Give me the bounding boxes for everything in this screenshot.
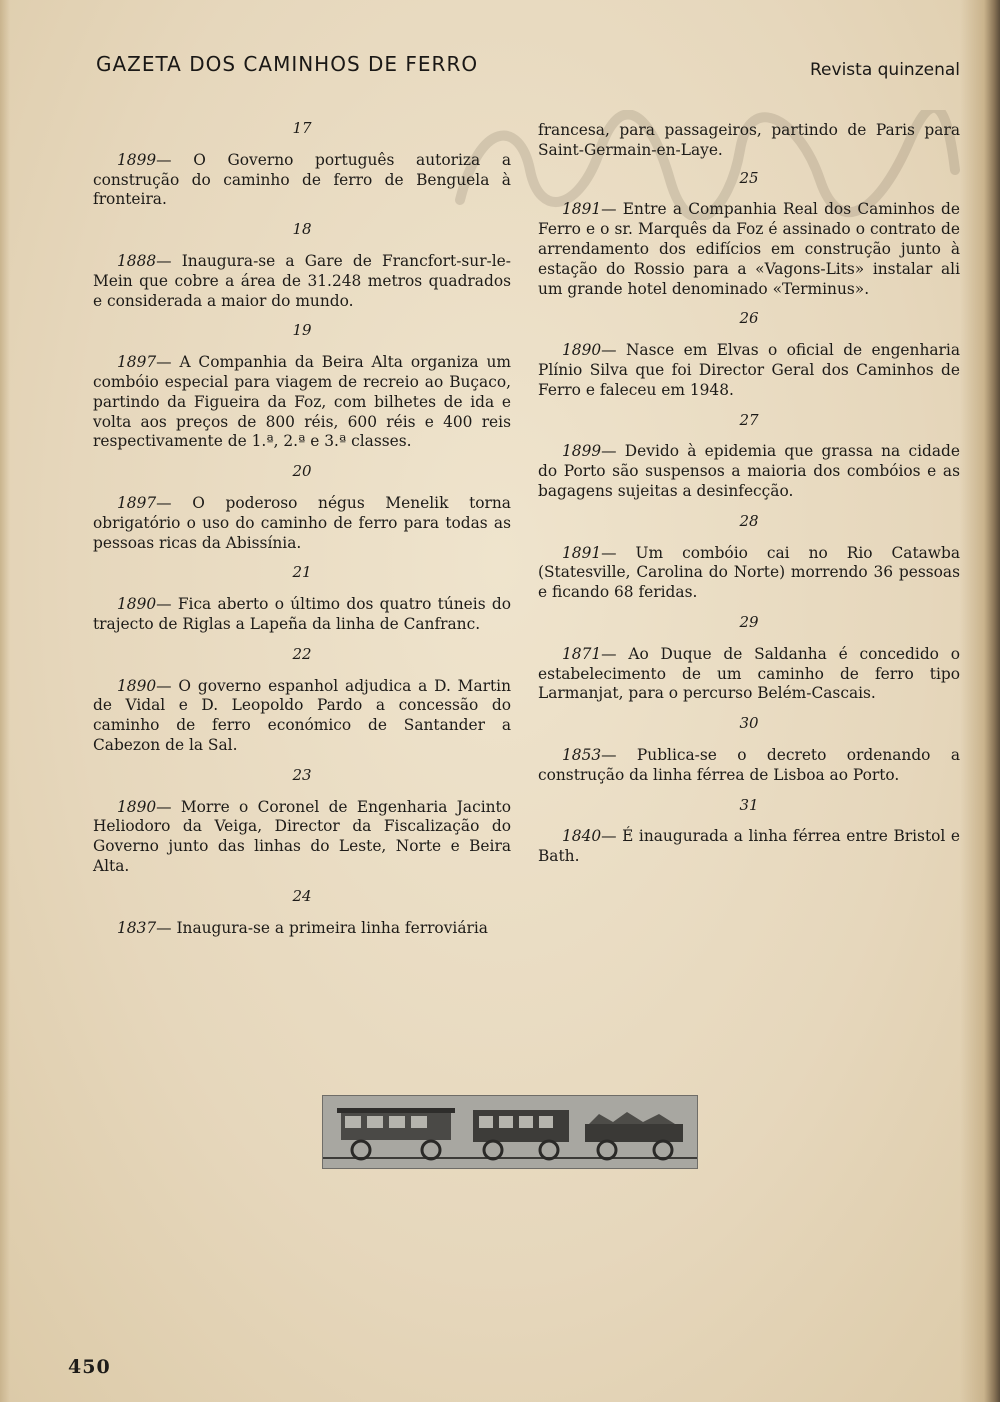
entry-year: 1890 [117, 676, 157, 695]
day-heading: 26 [739, 309, 759, 328]
chronicle-entry [93, 595, 511, 635]
page-number: 450 [68, 1356, 111, 1378]
chronicle-entry [538, 442, 960, 501]
entry-year: 1890 [117, 797, 157, 816]
entry-year: 1837 [117, 918, 157, 937]
entry-year: 1897 [117, 353, 157, 372]
entry-text: — A Companhia da Beira Alta organiza um combóio especial para viagem de recreio ao Buçaco, partindo da Figueira da Foz, com bilhetes de ida e volta aos preços de 800 réis, 600 réis e 400 reis respectivamente de 1.ª, 2.ª e 3.ª classes. [93, 353, 511, 451]
left-column [93, 113, 511, 948]
entry-year: 1890 [562, 341, 602, 360]
day-heading: 18 [292, 220, 312, 239]
entry-year: 1897 [117, 493, 157, 512]
entry-text: — Ao Duque de Saldanha é concedido o estabelecimento de um caminho de ferro tipo Larmanjat, para o percurso Belém-Cascais. [538, 644, 960, 703]
chronicle-entry [93, 151, 511, 210]
entry-text: — Devido à epidemia que grassa na cidade do Porto são suspensos a maioria dos combóios e as bagagens sujeitas a desinfecção. [538, 442, 960, 500]
right-column [538, 121, 960, 877]
entry-year: 1888 [117, 251, 157, 270]
chronicle-entry [93, 798, 511, 877]
entry-text: — É inaugurada a linha férrea entre Bristol e Bath. [538, 827, 960, 866]
entry-text: — Entre a Companhia Real dos Caminhos de Ferro e o sr. Marquês da Foz é assinado o contrato de arrendamento dos edifícios em construção junto à estação do Rossio para a «Vagons-Lits» instalar ali um grande hotel denominado «Terminus». [538, 200, 960, 298]
day-heading: 31 [739, 795, 759, 814]
chronicle-entry [93, 252, 511, 311]
journal-subtitle: Revista quinzenal [810, 60, 960, 80]
entry-text: — Inaugura-se a Gare de Francfort-sur-le-Mein que cobre a área de 31.248 metros quadrados e considerada a maior do mundo. [93, 251, 511, 310]
chronicle-entry [538, 827, 960, 867]
entry-year: 1891 [562, 200, 602, 219]
day-heading: 19 [292, 321, 312, 340]
chronicle-entry [538, 645, 960, 704]
journal-title: GAZETA DOS CAMINHOS DE FERRO [96, 52, 479, 76]
entry-text: — O poderoso négus Menelik torna obrigatório o uso do caminho de ferro para todas as pessoas ricas da Abissínia. [93, 493, 511, 552]
entry-year: 1899 [562, 442, 602, 461]
chronicle-entry [93, 919, 511, 939]
entry-year: 1891 [562, 543, 602, 562]
day-heading: 28 [739, 511, 759, 530]
entry-text: — Fica aberto o último dos quatro túneis do trajecto de Riglas a Lapeña da linha de Canfranc. [93, 595, 511, 633]
day-heading: 25 [739, 168, 759, 187]
chronicle-entry [538, 200, 960, 299]
entry-text: — Morre o Coronel de Engenharia Jacinto Heliodoro da Veiga, Director da Fiscalização do Governo junto das linhas do Leste, Norte e Beira Alta. [93, 797, 511, 875]
chronicle-entry [538, 544, 960, 603]
chronicle-entry [538, 746, 960, 786]
entry-text: — Inaugura-se a primeira linha ferroviária [156, 918, 488, 937]
chronicle-entry [93, 494, 511, 553]
entry-text: — Nasce em Elvas o oficial de engenharia Plínio Silva que foi Director Geral dos Caminhos de Ferro e faleceu em 1948. [538, 341, 960, 399]
day-heading: 17 [292, 119, 312, 137]
page-edge-right [960, 0, 1000, 1402]
day-heading: 20 [292, 462, 312, 481]
day-heading: 23 [292, 765, 312, 784]
entry-text: — Publica-se o decreto ordenando a construção da linha férrea de Lisboa ao Porto. [538, 745, 960, 784]
day-heading: 21 [292, 563, 312, 582]
chronicle-entry [93, 353, 511, 452]
entry-text: — O Governo português autoriza a construção do caminho de ferro de Benguela à fronteira. [93, 150, 511, 209]
day-heading: 24 [292, 886, 312, 905]
entry-year: 1840 [562, 827, 602, 846]
entry-year: 1890 [117, 595, 157, 614]
entry-year: 1871 [562, 644, 602, 663]
train-illustration [322, 1095, 698, 1169]
entry-text: — O governo espanhol adjudica a D. Martin de Vidal e D. Leopoldo Pardo a concessão do caminho de ferro económico de Santander a Cabezon de la Sal. [93, 676, 511, 754]
day-heading: 30 [739, 714, 759, 733]
chronicle-entry [538, 341, 960, 400]
continued-text: francesa, para passageiros, partindo de Paris para Saint-Germain-en-Laye. [538, 121, 960, 159]
entry-year: 1899 [117, 150, 157, 169]
entry-year: 1853 [562, 745, 602, 764]
day-heading: 29 [739, 612, 759, 631]
day-heading: 22 [292, 644, 312, 663]
chronicle-entry [93, 677, 511, 756]
entry-text: — Um combóio cai no Rio Catawba (Statesville, Carolina do Norte) morrendo 36 pessoas e ficando 68 feridas. [538, 543, 960, 602]
day-heading: 27 [739, 410, 759, 429]
page-edge-left [0, 0, 10, 1402]
